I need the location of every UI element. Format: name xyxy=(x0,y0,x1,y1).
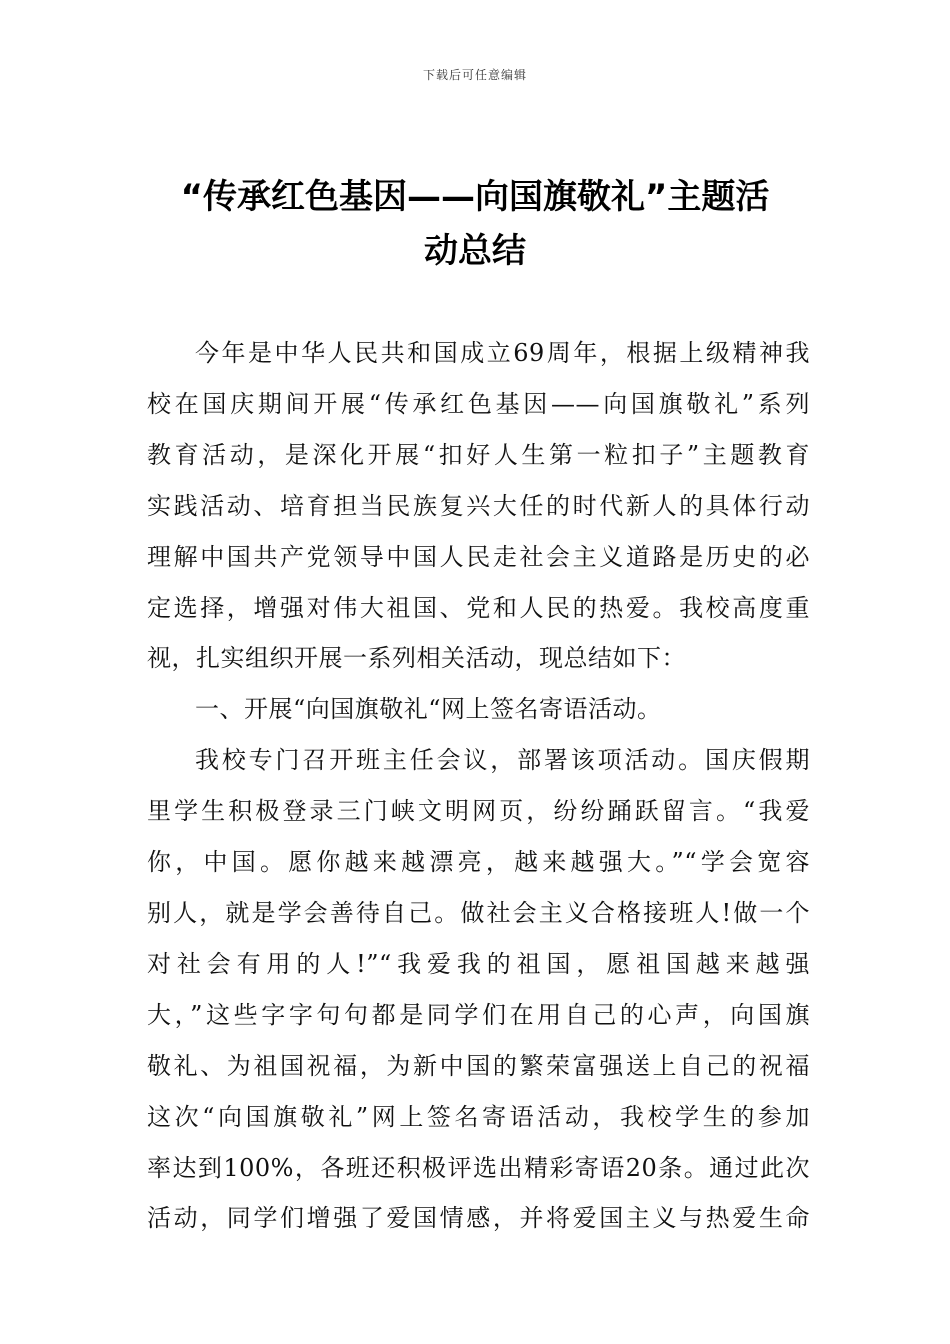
text-line: 敬礼、为祖国祝福，为新中国的繁荣富强送上自己的祝福 xyxy=(147,1051,810,1080)
text-line: 今年是中华人民共和国成立69周年，根据上级精神我 xyxy=(195,339,810,367)
text-line: 视，扎实组织开展一系列相关活动，现总结如下： xyxy=(147,644,686,673)
text-line: 我校专门召开班主任会议，部署该项活动。国庆假期 xyxy=(195,746,810,775)
text-line: 大，”这些字字句句都是同学们在用自己的心声，向国旗 xyxy=(147,1000,810,1029)
document-title xyxy=(140,170,810,278)
text-line: 定选择，增强对伟大祖国、党和人民的热爱。我校高度重 xyxy=(147,593,810,622)
document-body xyxy=(147,328,810,1244)
text-line: 你，中国。愿你越来越漂亮，越来越强大。”“学会宽容 xyxy=(147,848,810,877)
text-line: 这次“向国旗敬礼”网上签名寄语活动，我校学生的参加 xyxy=(147,1102,810,1131)
title-line: “传承红色基因——向国旗敬礼”主题活 xyxy=(180,177,770,217)
section-heading xyxy=(147,684,810,735)
paragraph-intro xyxy=(147,328,810,684)
text-line: 里学生积极登录三门峡文明网页，纷纷踊跃留言。“我爱 xyxy=(147,797,810,826)
text-line: 理解中国共产党领导中国人民走社会主义道路是历史的必 xyxy=(147,542,810,571)
text-line: 活动，同学们增强了爱国情感，并将爱国主义与热爱生命 xyxy=(147,1204,810,1233)
text-line: 校在国庆期间开展“传承红色基因——向国旗敬礼”系列 xyxy=(147,389,810,418)
text-line: 教育活动，是深化开展“扣好人生第一粒扣子”主题教育 xyxy=(147,440,810,469)
text-line: 别人，就是学会善待自己。做社会主义合格接班人!做一个 xyxy=(147,898,810,927)
text-line: 实践活动、培育担当民族复兴大任的时代新人的具体行动 xyxy=(147,491,810,520)
title-line: 动总结 xyxy=(424,231,526,271)
text-line: 对社会有用的人!”“我爱我的祖国，愿祖国越来越强 xyxy=(147,949,810,978)
text-line: 率达到100%，各班还积极评选出精彩寄语20条。通过此次 xyxy=(147,1153,810,1182)
paragraph-section-one xyxy=(147,735,810,1244)
header-note: 下载后可任意编辑 xyxy=(422,68,527,82)
text-line: 一、开展“向国旗敬礼“网上签名寄语活动。 xyxy=(195,695,662,724)
